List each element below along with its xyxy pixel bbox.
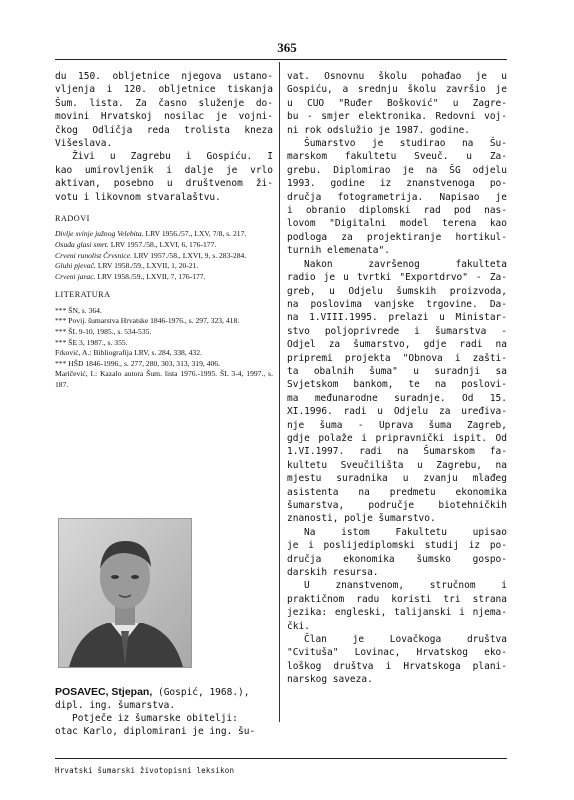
- literature-item: Maričević, I.: Kazalo autora Šum. lista 1976.-1995. ŠL 3-4, 1997., s. 187.: [55, 369, 273, 389]
- text-line: turnih elemenata".: [287, 245, 390, 257]
- text-line: U znanstvenom, stručnom i: [304, 580, 507, 592]
- text-line: gdje polaže i pripravnički ispit. Od: [287, 432, 507, 444]
- literatura-list: [55, 306, 273, 391]
- literature-item: *** ŠL 9-10, 1985., s. 534-535.: [55, 327, 152, 337]
- text-line: na 1.VIII.1995. prelazi u Ministar-: [287, 312, 507, 324]
- text-line: Gospiću, a srednju školu završio je: [287, 84, 507, 96]
- text-line: i obranio diplomski rad pod nas-: [287, 205, 507, 217]
- text-line: Šum. lista. Za časno služenje do-: [55, 97, 273, 109]
- bio-line: (Gospić, 1968.),: [152, 687, 250, 698]
- paragraph-postgraduate: [287, 526, 507, 580]
- text-line: bu - smjer elektronika. Redovni voj-: [287, 111, 507, 123]
- text-line: je i poslijediplomski studij iz po-: [287, 540, 507, 552]
- left-column: [55, 70, 273, 391]
- literature-item: *** HŠD 1846-1996., s. 277, 280, 303, 313, 319, 406.: [55, 358, 220, 368]
- text-line: darskih resursa.: [287, 567, 379, 579]
- literature-item: Frković, A.: Bibliografija LRV, s. 284, 338, 432.: [55, 348, 202, 358]
- bio-line: Potječe iz šumarske obitelji:: [72, 713, 238, 724]
- text-line: čkog Odličja reda trolista kneza: [55, 124, 273, 136]
- text-line: asistenta na predmetu ekonomika: [287, 486, 507, 498]
- text-line: podloga za projektiranje hortikul-: [287, 231, 507, 243]
- text-line: znanosti, polje šumarstvo.: [287, 513, 436, 525]
- text-line: pripremi projekta "Obnova i zašti-: [287, 352, 507, 364]
- text-line: Odjel za šumarstvo, gdje radi na: [287, 339, 507, 351]
- paragraph-school: [287, 70, 507, 137]
- literature-item: *** Povij. šumarstva Hrvatske 1846-1976., s. 297, 323, 418.: [55, 316, 240, 326]
- publication-item: [55, 261, 273, 272]
- text-line: mjestu suradnika u zvanju mlađeg: [287, 473, 507, 485]
- text-line: Višeslava.: [55, 138, 113, 150]
- publication-source: LRV 1958./59., LXVII, 1, 20-21.: [95, 261, 199, 271]
- paragraph-memberships: [287, 633, 507, 687]
- literature-item: *** ŠE 3, 1987., s. 355.: [55, 337, 128, 347]
- text-line: na poslovima vanjske trgovine. Da-: [287, 298, 507, 310]
- literatura-heading: LITERATURA: [55, 290, 111, 300]
- text-line: 1993. godine iz znanstvenoga po-: [287, 178, 507, 190]
- text-line: ma međunarodne suradnje. Od 15.: [287, 392, 507, 404]
- paragraph-languages: [287, 579, 507, 633]
- text-line: šumarstva, područje biotehničkih: [287, 500, 507, 511]
- text-line: jezika: engleski, talijanski i njema-: [287, 607, 507, 619]
- intro-paragraph: [55, 70, 273, 150]
- text-line: greb, u Odjelu šumskih proizvoda,: [287, 285, 507, 297]
- publication-source: LRV 1956./57., LXV, 7/8, s. 217.: [143, 229, 247, 239]
- bio-line: dipl. ing. šumarstva.: [55, 700, 176, 711]
- text-line: ni rok odslužio je 1987. godine.: [287, 124, 471, 136]
- text-line: narskog saveza.: [287, 674, 373, 686]
- publication-item: [55, 229, 273, 240]
- text-line: Član je Lovačkoga društva: [304, 634, 507, 646]
- literature-item: *** ŠN, s. 364.: [55, 305, 102, 315]
- text-line: kultetu Sveučilišta u Zagrebu, na: [287, 459, 507, 471]
- text-line: Svjetskom bankom, te na poslovi-: [287, 379, 507, 391]
- header-rule: [55, 59, 507, 60]
- column-divider: [279, 62, 280, 722]
- text-line: Na istom Fakultetu upisao: [304, 526, 507, 538]
- text-line: XI.1996. radi u Odjelu za uređiva-: [287, 406, 507, 418]
- text-line: du 150. obljetnice njegova ustano-: [55, 71, 273, 82]
- footer-rule: [55, 758, 507, 759]
- text-line: aktivan, posebno u društvenom ži-: [55, 178, 273, 190]
- text-line: praktičnom radu koristi tri strana: [287, 593, 507, 605]
- text-line: votu i likovnom stvaralaštvu.: [55, 191, 221, 203]
- text-line: Nakon završenog fakulteta: [304, 258, 507, 270]
- publication-item: [55, 272, 273, 283]
- text-line: kao umirovljenik i dalje je vrlo: [55, 164, 273, 176]
- publication-title: Crveni runolist Črvsnice.: [55, 250, 132, 260]
- publication-title: Osuđa glasi smrt.: [55, 240, 109, 250]
- text-line: stvo poljoprivrede i šumarstva -: [287, 325, 507, 337]
- text-line: lovom "Digitalni model terena kao: [287, 218, 507, 230]
- paragraph-career: [287, 258, 507, 526]
- text-line: čki.: [287, 620, 310, 632]
- text-line: ta obalnih šuma" u suradnji sa: [287, 365, 507, 377]
- text-line: Živi u Zagrebu i Gospiću. I: [72, 151, 273, 163]
- biography-entry-start: [55, 686, 275, 738]
- text-line: "Cvituša" Lovinac, Hrvatskog eko-: [287, 647, 507, 659]
- text-line: nje šuma - Uprava šuma Zagreb,: [287, 419, 507, 431]
- page-number: 365: [277, 40, 297, 55]
- text-line: movini Hrvatskoj nosilac je vojni-: [55, 111, 273, 123]
- publication-item: [55, 240, 273, 251]
- publication-title: Divlje svinje južnog Velebita.: [55, 229, 144, 239]
- text-line: dručja ekonomika šumsko gospo-: [287, 553, 507, 565]
- text-line: 1.VI.1997. radi na Šumarskom fa-: [287, 446, 507, 458]
- intro-paragraph-2: [55, 150, 273, 204]
- text-line: radio je u tvrtki "Exportdrvo" - Za-: [287, 272, 507, 284]
- text-line: dručja fotogrametrija. Napisao je: [287, 191, 507, 203]
- footer-title: Hrvatski šumarski životopisni leksikon: [55, 766, 235, 775]
- right-column: [287, 70, 507, 687]
- paragraph-study: [287, 137, 507, 258]
- text-line: grebu. Diplomirao je na ŠG odjelu: [287, 164, 507, 176]
- publication-item: [55, 251, 273, 262]
- radovi-list: [55, 229, 273, 282]
- text-line: vat. Osnovnu školu pohađao je u: [287, 71, 507, 82]
- text-line: Šumarstvo je studirao na Šu-: [304, 138, 507, 150]
- publication-source: LRV 1957./58., LXVI, 9, s. 283-284.: [132, 250, 247, 260]
- publication-source: LRV 1958./59., LXVII, 7, 176-177.: [95, 271, 206, 281]
- text-line: marskom fakultetu Sveuč. u Za-: [287, 151, 507, 163]
- publication-title: Crveni jarac.: [55, 271, 96, 281]
- bio-line: otac Karlo, diplomirani je ing. šu-: [55, 726, 256, 737]
- text-line: loškog društva i Hrvatskoga plani-: [287, 660, 507, 672]
- radovi-heading: RADOVI: [55, 214, 90, 224]
- text-line: vljenja i 120. obljetnice tiskanja: [55, 84, 273, 96]
- publication-source: LRV 1957./58., LXVI, 6, 176-177.: [108, 240, 217, 250]
- person-name: POSAVEC, Stjepan,: [55, 686, 153, 698]
- text-line: u CUO "Ruđer Bošković" u Zagre-: [287, 97, 507, 109]
- portrait-photo: [58, 518, 192, 668]
- publication-title: Gluhi pjevač.: [55, 261, 96, 271]
